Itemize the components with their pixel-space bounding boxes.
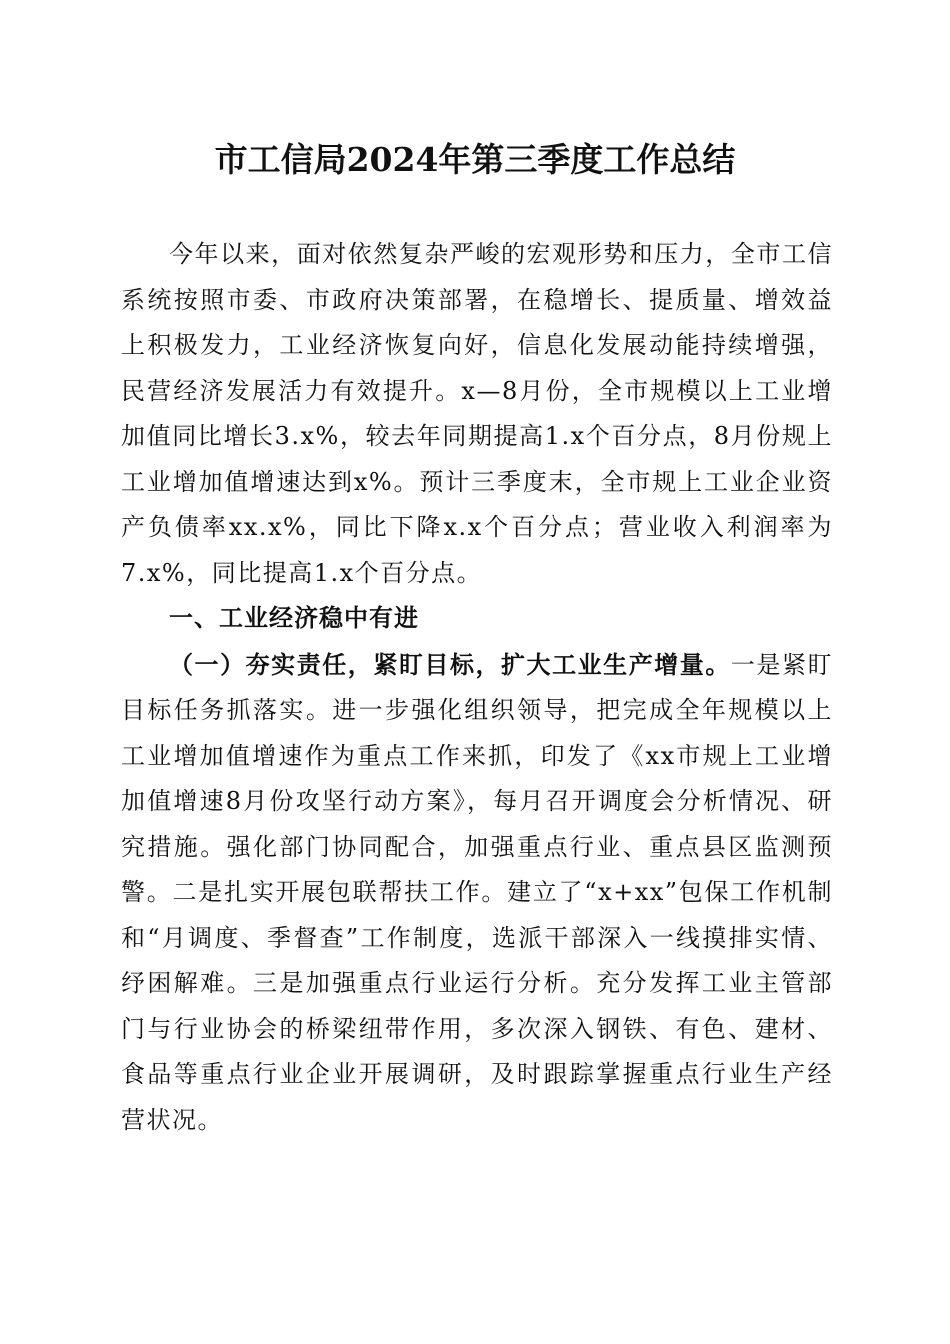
intro-paragraph: 今年以来，面对依然复杂严峻的宏观形势和压力，全市工信系统按照市委、市政府决策部署，在稳增长、提质量、增效益上积极发力，工业经济恢复向好，信息化发展动能持续增强，民营经济发展活力有效提升。x—8月份，全市规模以上工业增加值同比增长3.x%，较去年同期提高1.x个百分点，8月份规上工业增加值增速达到x%。预计三季度末，全市规上工业企业资产负债率xx.x%，同比下降x.x个百分点；营业收入利润率为7.x%，同比提高1.x个百分点。 [121, 240, 833, 587]
document-title: 市工信局2024年第三季度工作总结 [214, 140, 736, 179]
section-heading-1: 一、工业经济稳中有进 [169, 604, 419, 632]
subsection-body-1: 一是紧盯目标任务抓落实。进一步强化组织领导，把完成全年规模以上工业增加值增速作为重点工作来抓，印发了《xx市规上工业增加值增速8月份攻坚行动方案》，每月召开调度会分析情况、研究措施。强化部门协同配合，加强重点行业、重点县区监测预警。二是扎实开展包联帮扶工作。建立了“x+xx”包保工作机制和“月调度、季督查”工作制度，选派干部深入一线摸排实情、纾困解难。三是加强重点行业运行分析。充分发挥工业主管部门与行业协会的桥梁纽带作用，多次深入钢铁、有色、建材、食品等重点行业企业开展调研，及时跟踪掌握重点行业生产经营状况。 [121, 650, 834, 1134]
subsection-paragraph-1 [121, 642, 833, 1144]
subsection-heading-1: （一）夯实责任，紧盯目标，扩大工业生产增量。 [169, 649, 731, 679]
document-body [121, 232, 833, 1143]
